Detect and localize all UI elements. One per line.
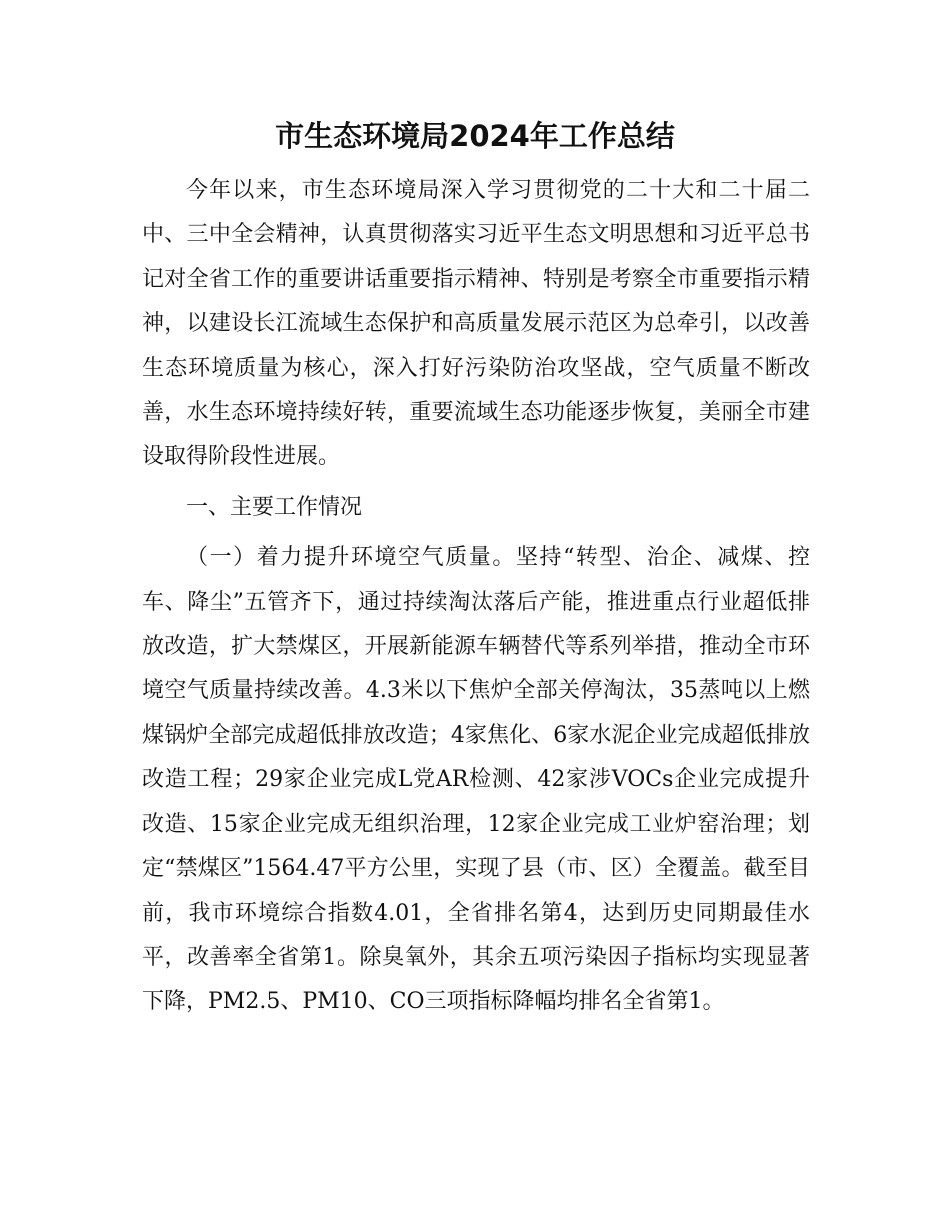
section-1-paragraph: （一）着力提升环境空气质量。坚持“转型、治企、减煤、控车、降尘”五管齐下，通过持续淘汰落后产能，推进重点行业超低排放改造，扩大禁煤区，开展新能源车辆替代等系列举措，推动全市环境空气质量持续改善。4.3米以下焦炉全部关停淘汰，35蒸吨以上燃煤锅炉全部完成超低排放改造；4家焦化、6家水泥企业完成超低排放改造工程；29家企业完成L党AR检测、42家涉VOCs企业完成提升改造、15家企业完成无组织治理，12家企业完成工业炉窑治理；划定“禁煤区”1564.47平方公里，实现了县（市、区）全覆盖。截至目前，我市环境综合指数4.01，全省排名第4，达到历史同期最佳水平，改善率全省第1。除臭氧外，其余五项污染因子指标均实现显著下降，PM2.5、PM10、CO三项指标降幅均排名全省第1。 bbox=[142, 545, 810, 1015]
section-heading: 一、主要工作情况 bbox=[186, 494, 363, 520]
document-title: 市生态环境局2024年工作总结 bbox=[275, 119, 675, 153]
document-body bbox=[142, 169, 810, 1025]
intro-paragraph: 今年以来，市生态环境局深入学习贯彻党的二十大和二十届二中、三中全会精神，认真贯彻落实习近平生态文明思想和习近平总书记对全省工作的重要讲话重要指示精神、特别是考察全市重要指示精神，以建设长江流域生态保护和高质量发展示范区为总牵引，以改善生态环境质量为核心，深入打好污染防治攻坚战，空气质量不断改善，水生态环境持续好转，重要流域生态功能逐步恢复，美丽全市建设取得阶段性进展。 bbox=[142, 178, 810, 470]
